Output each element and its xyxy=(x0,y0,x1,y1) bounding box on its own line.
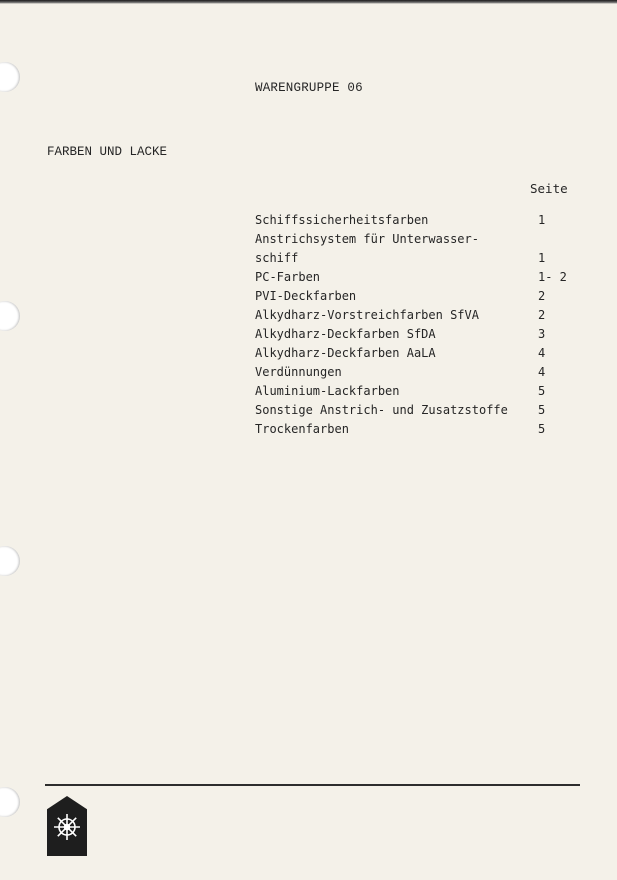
toc-row xyxy=(255,325,595,344)
logo-badge xyxy=(47,796,87,856)
toc-page: 1- 2 xyxy=(538,270,567,284)
toc-page: 1 xyxy=(538,251,546,265)
punch-hole xyxy=(0,546,20,576)
toc-title: PVI-Deckfarben xyxy=(255,289,357,303)
toc-title: Sonstige Anstrich- und Zusatzstoffe xyxy=(255,403,508,417)
toc-page: 2 xyxy=(538,308,546,322)
toc-title: Alkydharz-Deckfarben SfDA xyxy=(255,327,436,341)
punch-hole xyxy=(0,301,20,331)
table-of-contents xyxy=(255,211,595,439)
punch-hole xyxy=(0,62,20,92)
toc-page: 5 xyxy=(538,422,546,436)
toc-page: 4 xyxy=(538,365,546,379)
punch-hole xyxy=(0,787,20,817)
toc-row xyxy=(255,344,595,363)
toc-row xyxy=(255,382,595,401)
toc-page: 2 xyxy=(538,289,546,303)
page-top-edge xyxy=(0,0,617,4)
toc-title: Trockenfarben xyxy=(255,422,349,436)
ship-wheel-icon xyxy=(52,812,82,842)
section-title: FARBEN UND LACKE xyxy=(47,145,168,159)
toc-title: schiff xyxy=(255,251,299,265)
toc-row xyxy=(255,268,595,287)
footer-rule xyxy=(45,784,580,786)
toc-row xyxy=(255,211,595,230)
toc-title: Anstrichsystem für Unterwasser- xyxy=(255,232,479,246)
toc-row xyxy=(255,249,595,268)
toc-row xyxy=(255,363,595,382)
toc-title: Schiffssicherheitsfarben xyxy=(255,213,429,227)
toc-page: 1 xyxy=(538,213,546,227)
toc-title: Aluminium-Lackfarben xyxy=(255,384,400,398)
toc-row xyxy=(255,420,595,439)
toc-title: Alkydharz-Deckfarben AaLA xyxy=(255,346,436,360)
toc-row xyxy=(255,401,595,420)
toc-page: 5 xyxy=(538,384,546,398)
toc-title: Verdünnungen xyxy=(255,365,342,379)
toc-page: 4 xyxy=(538,346,546,360)
toc-row xyxy=(255,287,595,306)
page-heading: WARENGRUPPE 06 xyxy=(255,81,363,95)
toc-title: PC-Farben xyxy=(255,270,321,284)
toc-row xyxy=(255,306,595,325)
toc-row xyxy=(255,230,595,249)
toc-page: 3 xyxy=(538,327,546,341)
toc-title: Alkydharz-Vorstreichfarben SfVA xyxy=(255,308,479,322)
page-column-label: Seite xyxy=(530,181,568,196)
toc-page: 5 xyxy=(538,403,546,417)
